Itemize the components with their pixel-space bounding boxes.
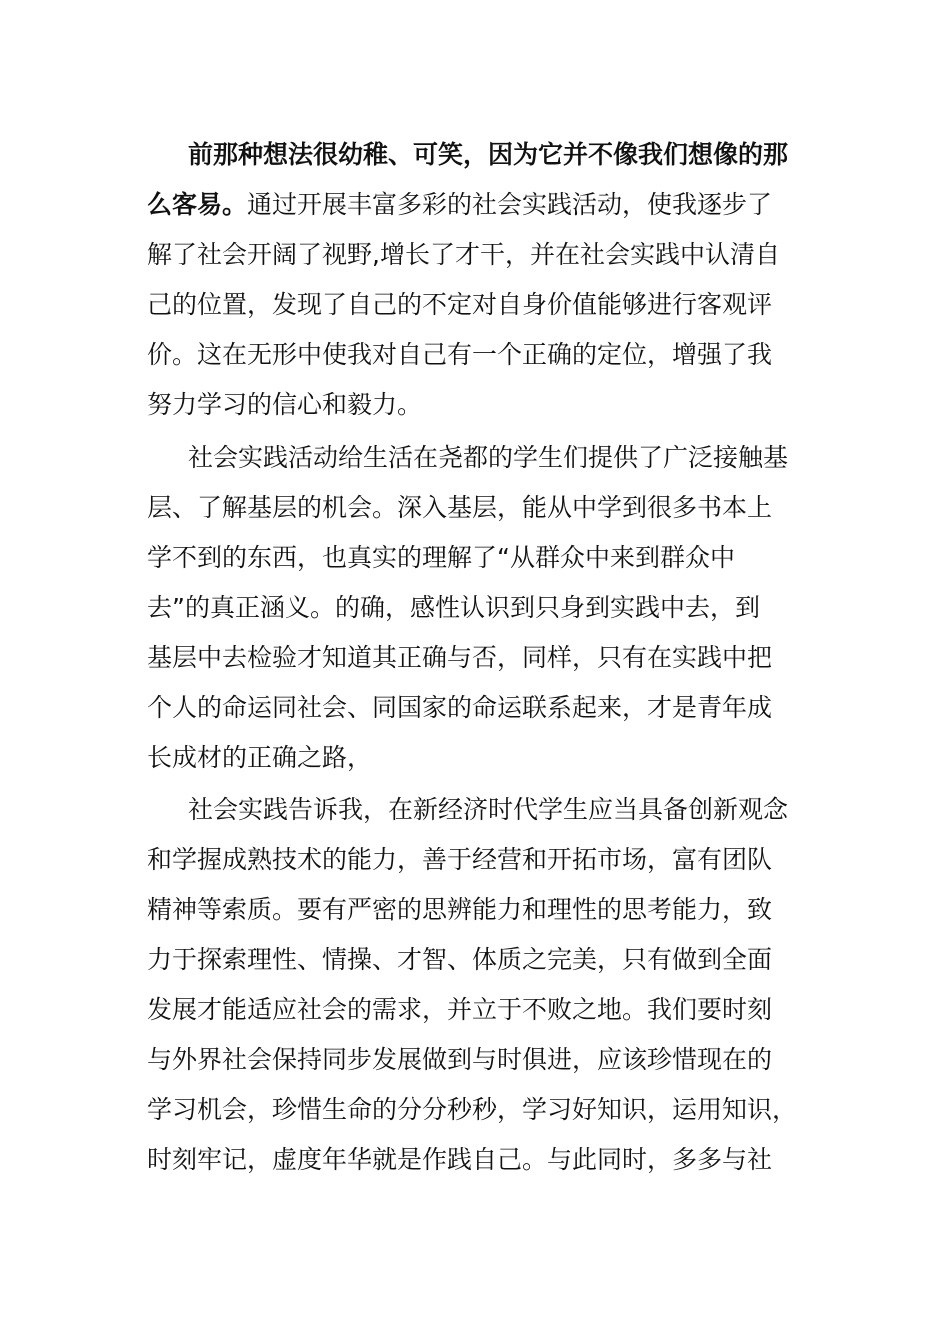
line-text: 社会实践告诉我，在新经济时代学生应当具备创新观念 bbox=[188, 795, 789, 824]
line-text: 学不到的东西，也真实的理解了“从群众中来到群众中 bbox=[147, 543, 735, 572]
paragraph-line bbox=[147, 583, 807, 633]
paragraph-line bbox=[147, 1085, 807, 1135]
paragraph-line bbox=[147, 683, 807, 733]
line-text: 去”的真正涵义。的确，感性认识到只身到实践中去，到 bbox=[147, 593, 760, 622]
paragraph-line bbox=[147, 885, 807, 935]
line-text: 通过开展丰富多彩的社会实践活动，使我逐步了 bbox=[247, 190, 773, 219]
line-text: 个人的命运同社会、同国家的命运联系起来，才是青年成 bbox=[147, 693, 773, 722]
line-text: 发展才能适应社会的需求，并立于不败之地。我们要时刻 bbox=[147, 995, 773, 1024]
line-text: 层、了解基层的机会。深入基层，能从中学到很多书本上 bbox=[147, 493, 773, 522]
line-text: 学习机会，珍惜生命的分分秒秒，学习好知识，运用知识， bbox=[147, 1095, 798, 1124]
bold-text: 前那种想法很幼稚、可笑，因为它并不像我们想像的那 bbox=[188, 140, 789, 169]
paragraph-line bbox=[188, 130, 808, 180]
line-text: 己的位置，发现了自己的不定对自身价值能够进行客观评 bbox=[147, 290, 773, 319]
line-text: 价。这在无形中使我对自己有一个正确的定位，增强了我 bbox=[147, 340, 773, 369]
paragraph-line bbox=[147, 483, 807, 533]
line-text: 与外界社会保持同步发展做到与时俱进，应该珍惜现在的 bbox=[147, 1045, 773, 1074]
paragraph-line bbox=[147, 230, 807, 280]
line-text: 时刻牢记，虚度年华就是作践自己。与此同时，多多与社 bbox=[147, 1145, 773, 1174]
line-text: 力于探索理性、情操、才智、体质之完美，只有做到全面 bbox=[147, 945, 773, 974]
paragraph-line bbox=[147, 380, 807, 430]
bold-text: 么客易。 bbox=[147, 190, 248, 219]
line-text: 解了社会开阔了视野,增长了才干，并在社会实践中认清自 bbox=[147, 240, 780, 269]
paragraph-line bbox=[147, 1035, 807, 1085]
line-text: 努力学习的信心和毅力。 bbox=[147, 390, 423, 419]
paragraph-line bbox=[147, 533, 807, 583]
paragraph-line bbox=[147, 1135, 807, 1185]
paragraph-line bbox=[147, 733, 807, 783]
paragraph-line bbox=[188, 785, 808, 835]
paragraph-line bbox=[147, 330, 807, 380]
paragraph-line bbox=[147, 835, 807, 885]
line-text: 长成材的正确之路， bbox=[147, 743, 373, 772]
line-text: 精神等索质。要有严密的思辨能力和理性的思考能力，致 bbox=[147, 895, 773, 924]
line-text: 基层中去检验才知道其正确与否，同样，只有在实践中把 bbox=[147, 643, 773, 672]
paragraph-line bbox=[147, 280, 807, 330]
paragraph-line bbox=[188, 433, 808, 483]
line-text: 和学握成熟技术的能力，善于经营和开拓市场，富有团队 bbox=[147, 845, 773, 874]
line-text: 社会实践活动给生活在尧都的学生们提供了广泛接触基 bbox=[188, 443, 789, 472]
paragraph-line bbox=[147, 985, 807, 1035]
paragraph-line bbox=[147, 180, 807, 230]
paragraph-line bbox=[147, 935, 807, 985]
paragraph-line bbox=[147, 633, 807, 683]
